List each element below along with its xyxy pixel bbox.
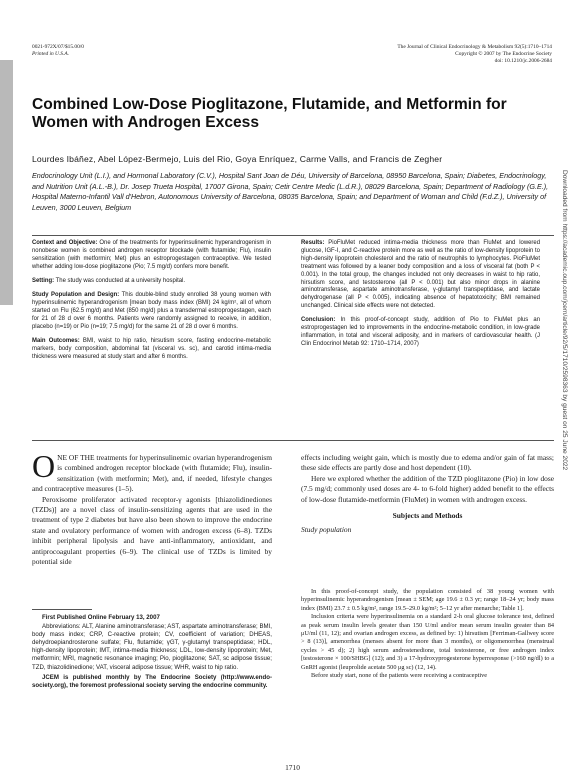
intro-second-paragraph: Peroxisome proliferator activated receptor-γ agonists [thiazolidinediones (TZDs)] are a novel class of insulin-sensitizing agents that are used in the treatment of type 2 diabetes but have also been shown to improve the endocrine state and ovulatory performance of women with androgen excess (6–8). TZDs inhibit peripheral lipolysis and have anti-inflammatory, antioxidant, and antiprocoagulant properties (6–9). The clinical use of TZDs is limited by potential side <box>32 494 272 567</box>
author-list: Lourdes Ibáñez, Abel López-Bermejo, Luis del Rio, Goya Enríquez, Carme Valls, and Francis de Zegher <box>32 154 443 164</box>
doi-line: doi: 10.1210/jc.2006-2684 <box>494 58 552 64</box>
abstract-context <box>32 240 271 272</box>
abstract-left-column <box>32 240 271 368</box>
abstract-text: In this proof-of-concept study, addition of Pio to FluMet plus an estroprogestagen led to improvements in the endocrine-metabolic condition, in low-grade inflammation, in total and visceral adiposity, and in markers of cardiovascular health. (J Clin Endocrinol Metab 92: 1710–1714, 2007) <box>301 317 540 348</box>
page-number: 1710 <box>285 763 300 772</box>
header-right <box>397 44 552 65</box>
abstract-text: This double-blind study enrolled 38 young women with hyperinsulinemic hyperandrogenism [mean body mass index (BMI) 24 kg/m², all of whom started on Flu (62.5 mg/d) and Met (850 mg/d) plus a transdermal estroprogestagen, each for 21 of 28 d over 6 months. Patients were randomly assigned to receive, in addition, placebo (n=19) or Pio (n=19; 7.5 mg/d) for the same 21 of 28 d over 6 months. <box>32 292 271 330</box>
download-note: Downloaded from https://academic.oup.com/jcem/article/92/5/1710/2598363 by guest on 25 June 2022 <box>561 170 568 471</box>
abstract-setting <box>32 278 271 286</box>
printed-line: Printed in U.S.A. <box>32 51 69 57</box>
paragraph-text: NE OF THE treatments for hyperinsulinemic ovarian hyperandrogenism is combined androgen receptor blockade (with flutamide; Flu), insulin-sensitization (with metformin; Met), and, if needed, lifestyle changes and contraceptive measures (1–5). <box>32 453 272 494</box>
abstract-conclusion <box>301 317 540 349</box>
abstract-right-column <box>301 240 540 355</box>
methods-paragraph-2: Inclusion criteria were hyperinsulinemia on a standard 2-h oral glucose tolerance test, defined as peak serum insulin levels greater than 150 U/ml and/or mean serum insulin greater than 84 μU/ml (11, 12); and ovarian androgen excess, as defined by: 1) hirsutism [Ferriman-Gallwey score > 8 (13)], amenorrhea (menses absent for more than 3 months), or oligomenorrhea (menstrual cycles > 45 d); 2) high serum androstenedione, total testosterone, or free androgen index [testosterone × 100/SHBG] (12); and 3) a 17-hydroxyprogesterone hyperresponse (>160 ng/dl) to a GnRH agonist (leuprolide acetate 500 μg sc) (12, 14). <box>301 613 554 671</box>
abstract-results <box>301 240 540 311</box>
journal-citation: The Journal of Clinical Endocrinology & Metabolism 92(5):1710–1714 <box>397 44 552 50</box>
article-title: Combined Low-Dose Pioglitazone, Flutamide, and Metformin for Women with Androgen Excess <box>32 96 507 131</box>
abstract-text: One of the treatments for hyperinsulinemic hyperandrogenism in nonobese women is combined androgen receptor blockade (with flutamide; Flu), insulin sensitization (with metformin; Met) plus an estroprogestagen contraceptive. We tested whether adding low-dose pioglitazone (Pio; 7.5 mg/d) confers more benefit. <box>32 240 271 270</box>
intro-column <box>32 448 272 567</box>
abstract-text: BMI, waist to hip ratio, hirsutism score, fasting endocrine-metabolic markers, body composition, abdominal fat (visceral vs. sc), and carotid intima-media thickness were measured at study start and after 6 months. <box>32 337 271 360</box>
copyright-line: Copyright © 2007 by The Endocrine Society <box>455 51 552 57</box>
abstract-label: Setting: <box>32 277 55 284</box>
right-body-column <box>301 453 554 542</box>
section-heading: Subjects and Methods <box>392 511 463 521</box>
abstract-top-rule <box>32 235 554 236</box>
methods-column <box>301 588 554 680</box>
abstract-label: Results: <box>301 240 325 246</box>
abstract-label: Main Outcomes: <box>32 337 80 344</box>
aim-paragraph: Here we explored whether the addition of the TZD pioglitazone (Pio) in low dose (7.5 mg/d; commonly used doses are 4- to 6-fold higher) added benefit to the effects of low-dose flutamide-metformin (FluMet) in women with androgen excess. <box>301 473 554 504</box>
subsection-heading: Study population <box>301 525 352 535</box>
abstract-bottom-rule <box>32 440 554 441</box>
footnote <box>32 614 272 690</box>
margin-shade-bar <box>0 60 13 305</box>
header-left <box>32 44 84 58</box>
methods-paragraph-1: In this proof-of-concept study, the population consisted of 38 young women with hyperinsulinemic hyperandrogenism [mean ± SEM; age 19.6 ± 0.3 yr; range 18–24 yr; body mass index (BMI) 23.7 ± 0.5 kg/m², range 19.5–29.0 kg/m²; 5–12 yr after menarche; Table 1]. <box>301 588 554 612</box>
abstract-text: The study was conducted at a university hospital. <box>54 277 186 284</box>
abbreviations: Abbreviations: ALT, Alanine aminotransferase; AST, aspartate aminotransferase; BMI, body mass index; CRP, C-reactive protein; CV, coefficient of variation; DHEAS, dehydroepiandrosterone sulfate; Flu, flutamide; γGT, γ-glutamyl transpeptidase; HDL, high-density lipoprotein; IMT, intima-media thickness; LDL, low-density lipoprotein; Met, metformin; MRI, magnetic resonance imaging; Pio, pioglitazone; SAT, sc adipose tissue; TZD, thiazolidinedione; VAT, visceral adipose tissue; WHR, waist to hip ratio. <box>32 623 272 671</box>
footnote-rule <box>32 609 92 610</box>
intro-first-paragraph <box>32 448 272 495</box>
abstract-design <box>32 292 271 332</box>
abstract-label: Study Population and Design: <box>32 292 120 299</box>
download-watermark <box>560 170 570 590</box>
abstract-text: PioFluMet reduced intima-media thickness more than FluMet and lowered glucose, IGF-I, and C-reactive protein more as well as the ratio of low-density lipoprotein to high-density lipoprotein cholesterol and the ratio of neutrophils to lymphocytes. PioFluMet treatment was followed by a leaner body composition and a loss of visceral fat (both P < 0.001). In the total group, the changes included not only decreases in waist to hip ratio, hirsutism score, and testosterone (all P < 0.001) but also minor drops in alanine aminotransferase, aspartate aminotransferase, γ-glutamyl transpeptidase, and lactate dehydrogenase (all P < 0.005), indicating absence of hepatotoxicity; BMI remained unchanged. Clinical side effects were not detected. <box>301 240 540 310</box>
jcem-statement: JCEM is published monthly by The Endocrine Society (http://www.endo-society.org), the foremost professional society serving the endocrine community. <box>32 673 272 689</box>
first-published: First Published Online February 13, 2007 <box>42 614 160 621</box>
abstract-label: Conclusion: <box>301 317 336 324</box>
issn-line: 0021-972X/07/$15.00/0 <box>32 44 84 50</box>
abstract-label: Context and Objective: <box>32 240 98 246</box>
abstract-outcomes <box>32 338 271 362</box>
continued-paragraph: effects including weight gain, which is mostly due to edema and/or gain of fat mass; these side effects are partly dose and host dependent (10). <box>301 453 554 473</box>
methods-paragraph-3: Before study start, none of the patients were receiving a contraceptive <box>311 672 488 680</box>
affiliations: Endocrinology Unit (L.I.), and Hormonal Laboratory (C.V.), Hospital Sant Joan de Déu, University of Barcelona, 08950 Barcelona, Spain; Diabetes, Endocrinology, and Nutrition Unit (A.L.-B.), Dr. Josep Trueta Hospital, 17007 Girona, Spain; Cetir Centre Medic (L.d.R.), 08029 Barcelona, Spain; Department of Radiology (G.E.), Hospital Materno-Infantil Vall d'Hebron, Autonomous University of Barcelona, 08035 Barcelona, Spain; and Department of Woman and Child (F.d.Z.), University of Leuven, 3000 Leuven, Belgium <box>32 171 549 212</box>
drop-cap: O <box>32 448 56 484</box>
